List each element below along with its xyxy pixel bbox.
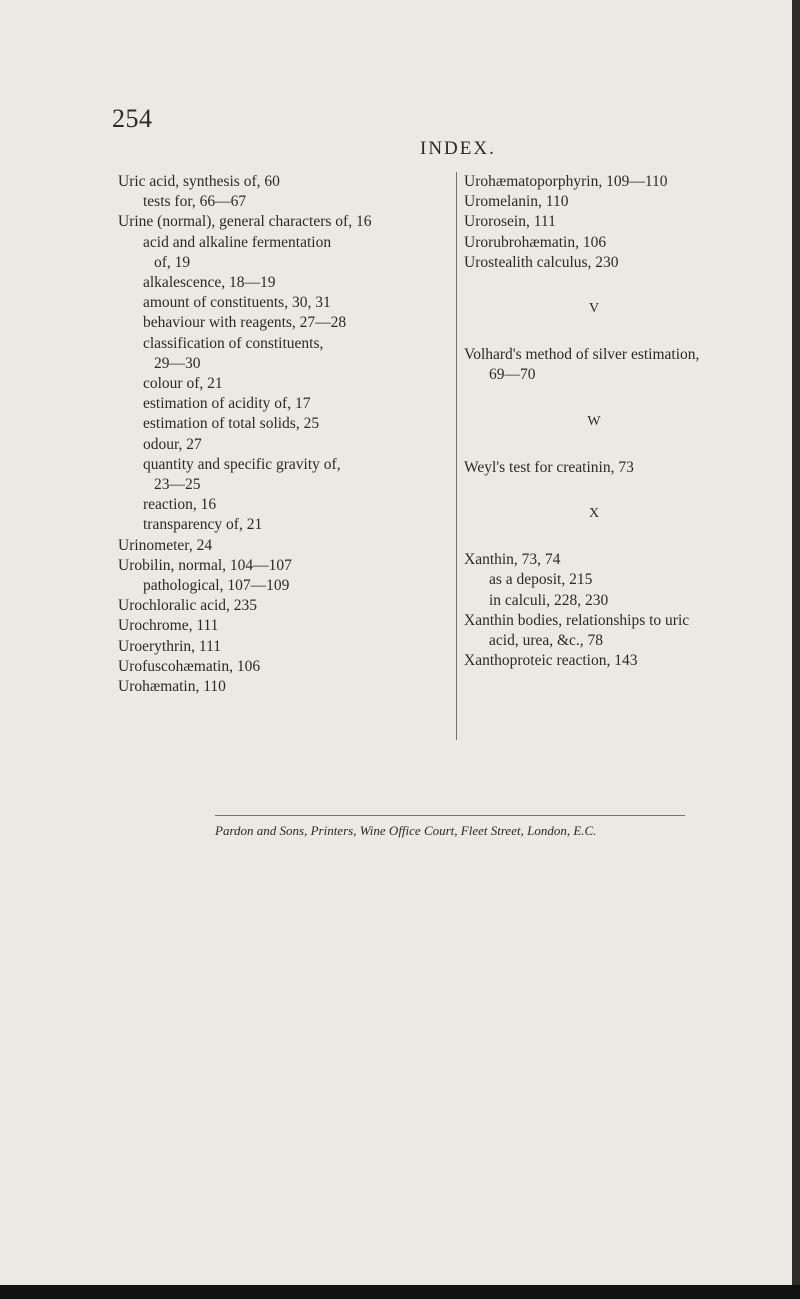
section-letter: W — [587, 413, 601, 429]
index-entry: Urine (normal), general characters of, 16 — [118, 213, 372, 231]
running-head: INDEX. — [420, 138, 496, 159]
index-subentry: estimation of acidity of, 17 — [143, 395, 311, 413]
page-edge-shadow — [792, 0, 800, 1299]
page-number: 254 — [112, 104, 153, 133]
printer-imprint: Pardon and Sons, Printers, Wine Office Court, Fleet Street, London, E.C. — [215, 815, 685, 839]
section-letter: V — [588, 301, 600, 317]
index-column-right — [456, 172, 794, 740]
index-entry: Urohæmatin, 110 — [118, 678, 226, 696]
index-entry: Urofuscohæmatin, 106 — [118, 657, 261, 675]
section-letter: X — [588, 506, 600, 522]
index-entry: Urorubrohæmatin, 106 — [464, 233, 607, 251]
index-subentry: quantity and specific gravity of, — [143, 455, 341, 473]
index-subentry: reaction, 16 — [143, 496, 217, 514]
index-subentry: as a deposit, 215 — [489, 571, 593, 589]
index-subentry: odour, 27 — [143, 435, 202, 453]
index-entry: Uromelanin, 110 — [464, 193, 569, 211]
index-subentry: tests for, 66—67 — [143, 193, 247, 211]
index-entry: Xanthin, 73, 74 — [464, 551, 561, 569]
index-entry: Urohæmatoporphyrin, 109—110 — [464, 173, 668, 190]
index-entry: Urochrome, 111 — [118, 617, 219, 635]
index-entry: Volhard's method of silver estimation, — [464, 346, 700, 364]
index-subentry: in calculi, 228, 230 — [489, 591, 609, 609]
index-subentry: pathological, 107—109 — [143, 577, 290, 595]
index-entry: Xanthoproteic reaction, 143 — [464, 652, 638, 670]
index-entry: Urochloralic acid, 235 — [118, 597, 258, 615]
index-entry: Weyl's test for creatinin, 73 — [464, 458, 634, 476]
index-entry: Uroerythrin, 111 — [118, 637, 222, 655]
scan-bottom-band — [0, 1285, 800, 1299]
index-entry: Urinometer, 24 — [118, 536, 213, 554]
index-subentry: 69—70 — [489, 366, 536, 384]
index-subentry: classification of constituents, — [143, 334, 324, 352]
index-entry: Urorosein, 111 — [464, 213, 556, 231]
index-subentry: acid and alkaline fermentation — [143, 233, 332, 251]
index-subentry: of, 19 — [154, 253, 191, 271]
index-subentry: 29—30 — [154, 354, 201, 372]
index-subentry: behaviour with reagents, 27—28 — [143, 314, 347, 332]
index-subentry: estimation of total solids, 25 — [143, 415, 320, 433]
index-subentry: acid, urea, &c., 78 — [489, 632, 604, 650]
index-subentry: amount of constituents, 30, 31 — [143, 294, 331, 312]
index-subentry: transparency of, 21 — [143, 516, 263, 534]
index-subentry: alkalescence, 18—19 — [143, 274, 276, 292]
index-subentry: colour of, 21 — [143, 375, 223, 393]
index-entry: Urostealith calculus, 230 — [464, 253, 619, 271]
index-entry: Xanthin bodies, relationships to uric — [464, 611, 690, 629]
index-entry: Uric acid, synthesis of, 60 — [118, 173, 280, 190]
index-entry: Urobilin, normal, 104—107 — [118, 556, 292, 574]
index-subentry: 23—25 — [154, 476, 201, 494]
index-column-left — [118, 172, 448, 697]
